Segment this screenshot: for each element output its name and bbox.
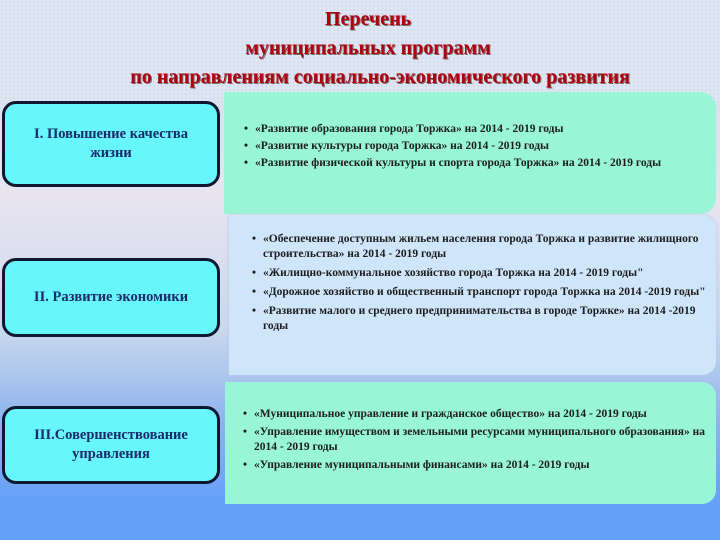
program-item: • «Дорожное хозяйство и общественный транспорт города Торжка на 2014 -2019 годы": [252, 285, 706, 300]
section-label: I. Повышение качества жизни: [34, 126, 188, 161]
programs-panel-economy: [229, 215, 716, 375]
program-item: • «Обеспечение доступным жильем населения города Торжка и развитие жилищного строительства» на 2014 - 2019 годы: [252, 232, 706, 262]
programs-panel-governance: [225, 382, 716, 504]
programs-panel-quality-of-life: [224, 92, 716, 214]
page-title-line-1: Перечень: [324, 8, 412, 30]
section-box-quality-of-life: [2, 101, 220, 187]
section-label: II. Развитие экономики: [33, 289, 189, 305]
program-item: • «Развитие образования города Торжка» на 2014 - 2019 годы: [244, 122, 706, 137]
page-title-line-2: муниципальных программ: [245, 37, 491, 59]
section-box-economy: [2, 258, 220, 337]
program-item: • «Муниципальное управление и гражданское общество» на 2014 - 2019 годы: [243, 407, 706, 422]
page-title-line-3: по направлениям социально-экономического развития: [130, 66, 630, 88]
program-item: • «Развитие культуры города Торжка» на 2014 - 2019 годы: [244, 139, 706, 154]
section-box-governance: [2, 406, 220, 484]
program-list: [244, 122, 706, 171]
section-label: III.Совершенствование управления: [34, 427, 188, 462]
program-item: • «Управление имуществом и земельными ресурсами муниципального образования» на 2014 - 2019 годы: [243, 425, 706, 455]
program-list: [243, 407, 706, 473]
program-item: • «Развитие физической культуры и спорта города Торжка» на 2014 - 2019 годы: [244, 156, 706, 171]
program-list: [252, 232, 706, 334]
program-item: • «Развитие малого и среднего предпринимательства в городе Торжке» на 2014 -2019 годы: [252, 304, 706, 334]
program-item: • «Управление муниципальными финансами» на 2014 - 2019 годы: [243, 458, 706, 473]
program-item: • «Жилищно-коммунальное хозяйство города Торжка на 2014 - 2019 годы": [252, 266, 706, 281]
